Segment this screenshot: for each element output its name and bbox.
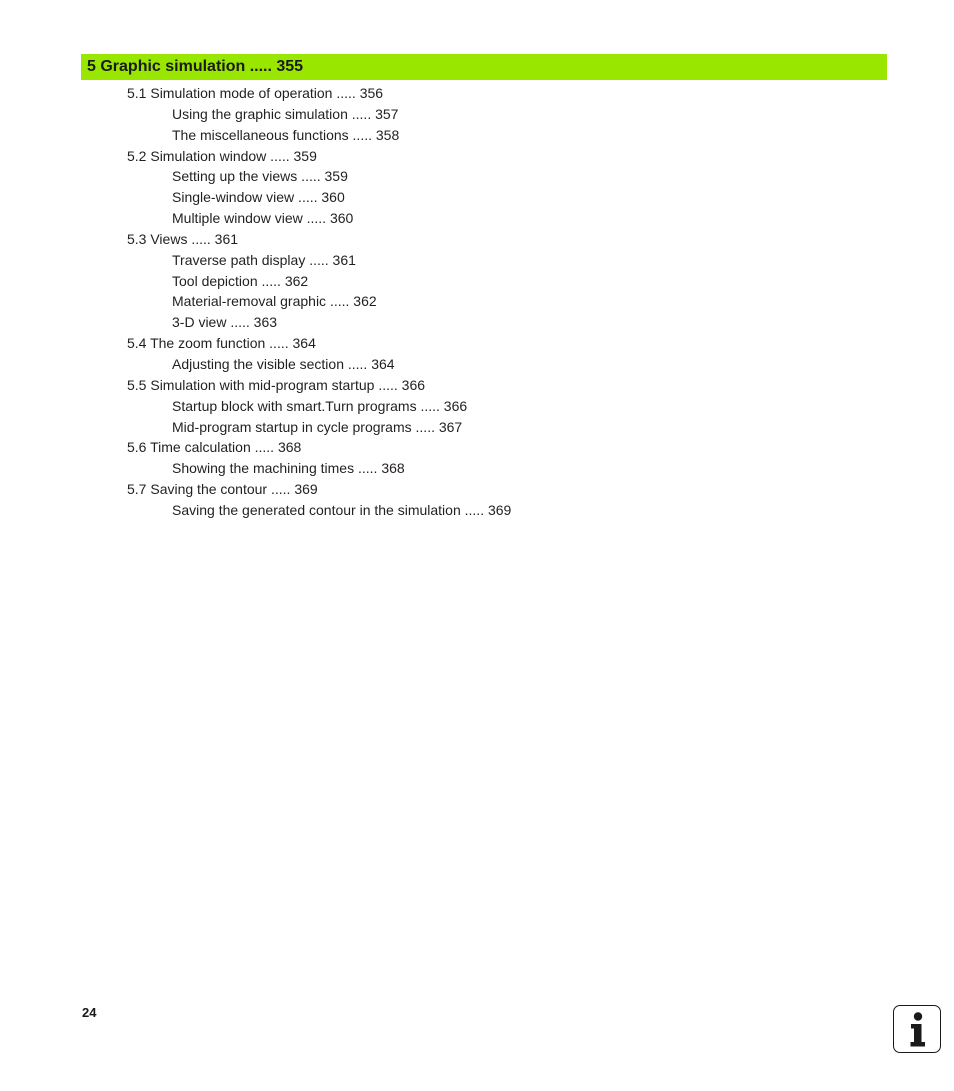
toc-subsection-entry[interactable]: Using the graphic simulation ..... 357: [172, 105, 399, 122]
table-of-contents: [0, 83, 954, 521]
toc-subsection-entry[interactable]: Adjusting the visible section ..... 364: [172, 355, 395, 372]
toc-subsection-entry[interactable]: Saving the generated contour in the simulation ..... 369: [172, 501, 512, 518]
chapter-heading-bar: [81, 54, 887, 80]
info-icon: [893, 1005, 941, 1053]
toc-subsection-entry[interactable]: The miscellaneous functions ..... 358: [172, 126, 400, 143]
toc-subsection-entry[interactable]: Mid-program startup in cycle programs ..... 367: [172, 418, 463, 435]
page-number: 24: [82, 1005, 97, 1020]
toc-section-entry[interactable]: 5.7 Saving the contour ..... 369: [127, 481, 318, 498]
toc-section-entry[interactable]: 5.6 Time calculation ..... 368: [127, 439, 302, 456]
toc-subsection-entry[interactable]: Setting up the views ..... 359: [172, 168, 348, 185]
toc-subsection-entry[interactable]: 3-D view ..... 363: [172, 314, 278, 331]
toc-subsection-entry[interactable]: Multiple window view ..... 360: [172, 210, 354, 227]
toc-subsection-entry[interactable]: Showing the machining times ..... 368: [172, 460, 405, 477]
toc-subsection-entry[interactable]: Material-removal graphic ..... 362: [172, 293, 377, 310]
toc-subsection-entry[interactable]: Tool depiction ..... 362: [172, 272, 309, 289]
toc-section-entry[interactable]: 5.5 Simulation with mid-program startup ..... 366: [127, 376, 426, 393]
toc-subsection-entry[interactable]: Startup block with smart.Turn programs ..... 366: [172, 397, 468, 414]
toc-subsection-entry[interactable]: Single-window view ..... 360: [172, 189, 345, 206]
chapter-title[interactable]: 5 Graphic simulation ..... 355: [87, 58, 304, 75]
toc-section-entry[interactable]: 5.3 Views ..... 361: [127, 230, 239, 247]
info-glyph: [894, 1006, 939, 1051]
toc-section-entry[interactable]: 5.1 Simulation mode of operation ..... 356: [127, 85, 384, 101]
toc-subsection-entry[interactable]: Traverse path display ..... 361: [172, 251, 356, 268]
toc-section-entry[interactable]: 5.4 The zoom function ..... 364: [127, 335, 316, 352]
toc-section-entry[interactable]: 5.2 Simulation window ..... 359: [127, 147, 317, 164]
